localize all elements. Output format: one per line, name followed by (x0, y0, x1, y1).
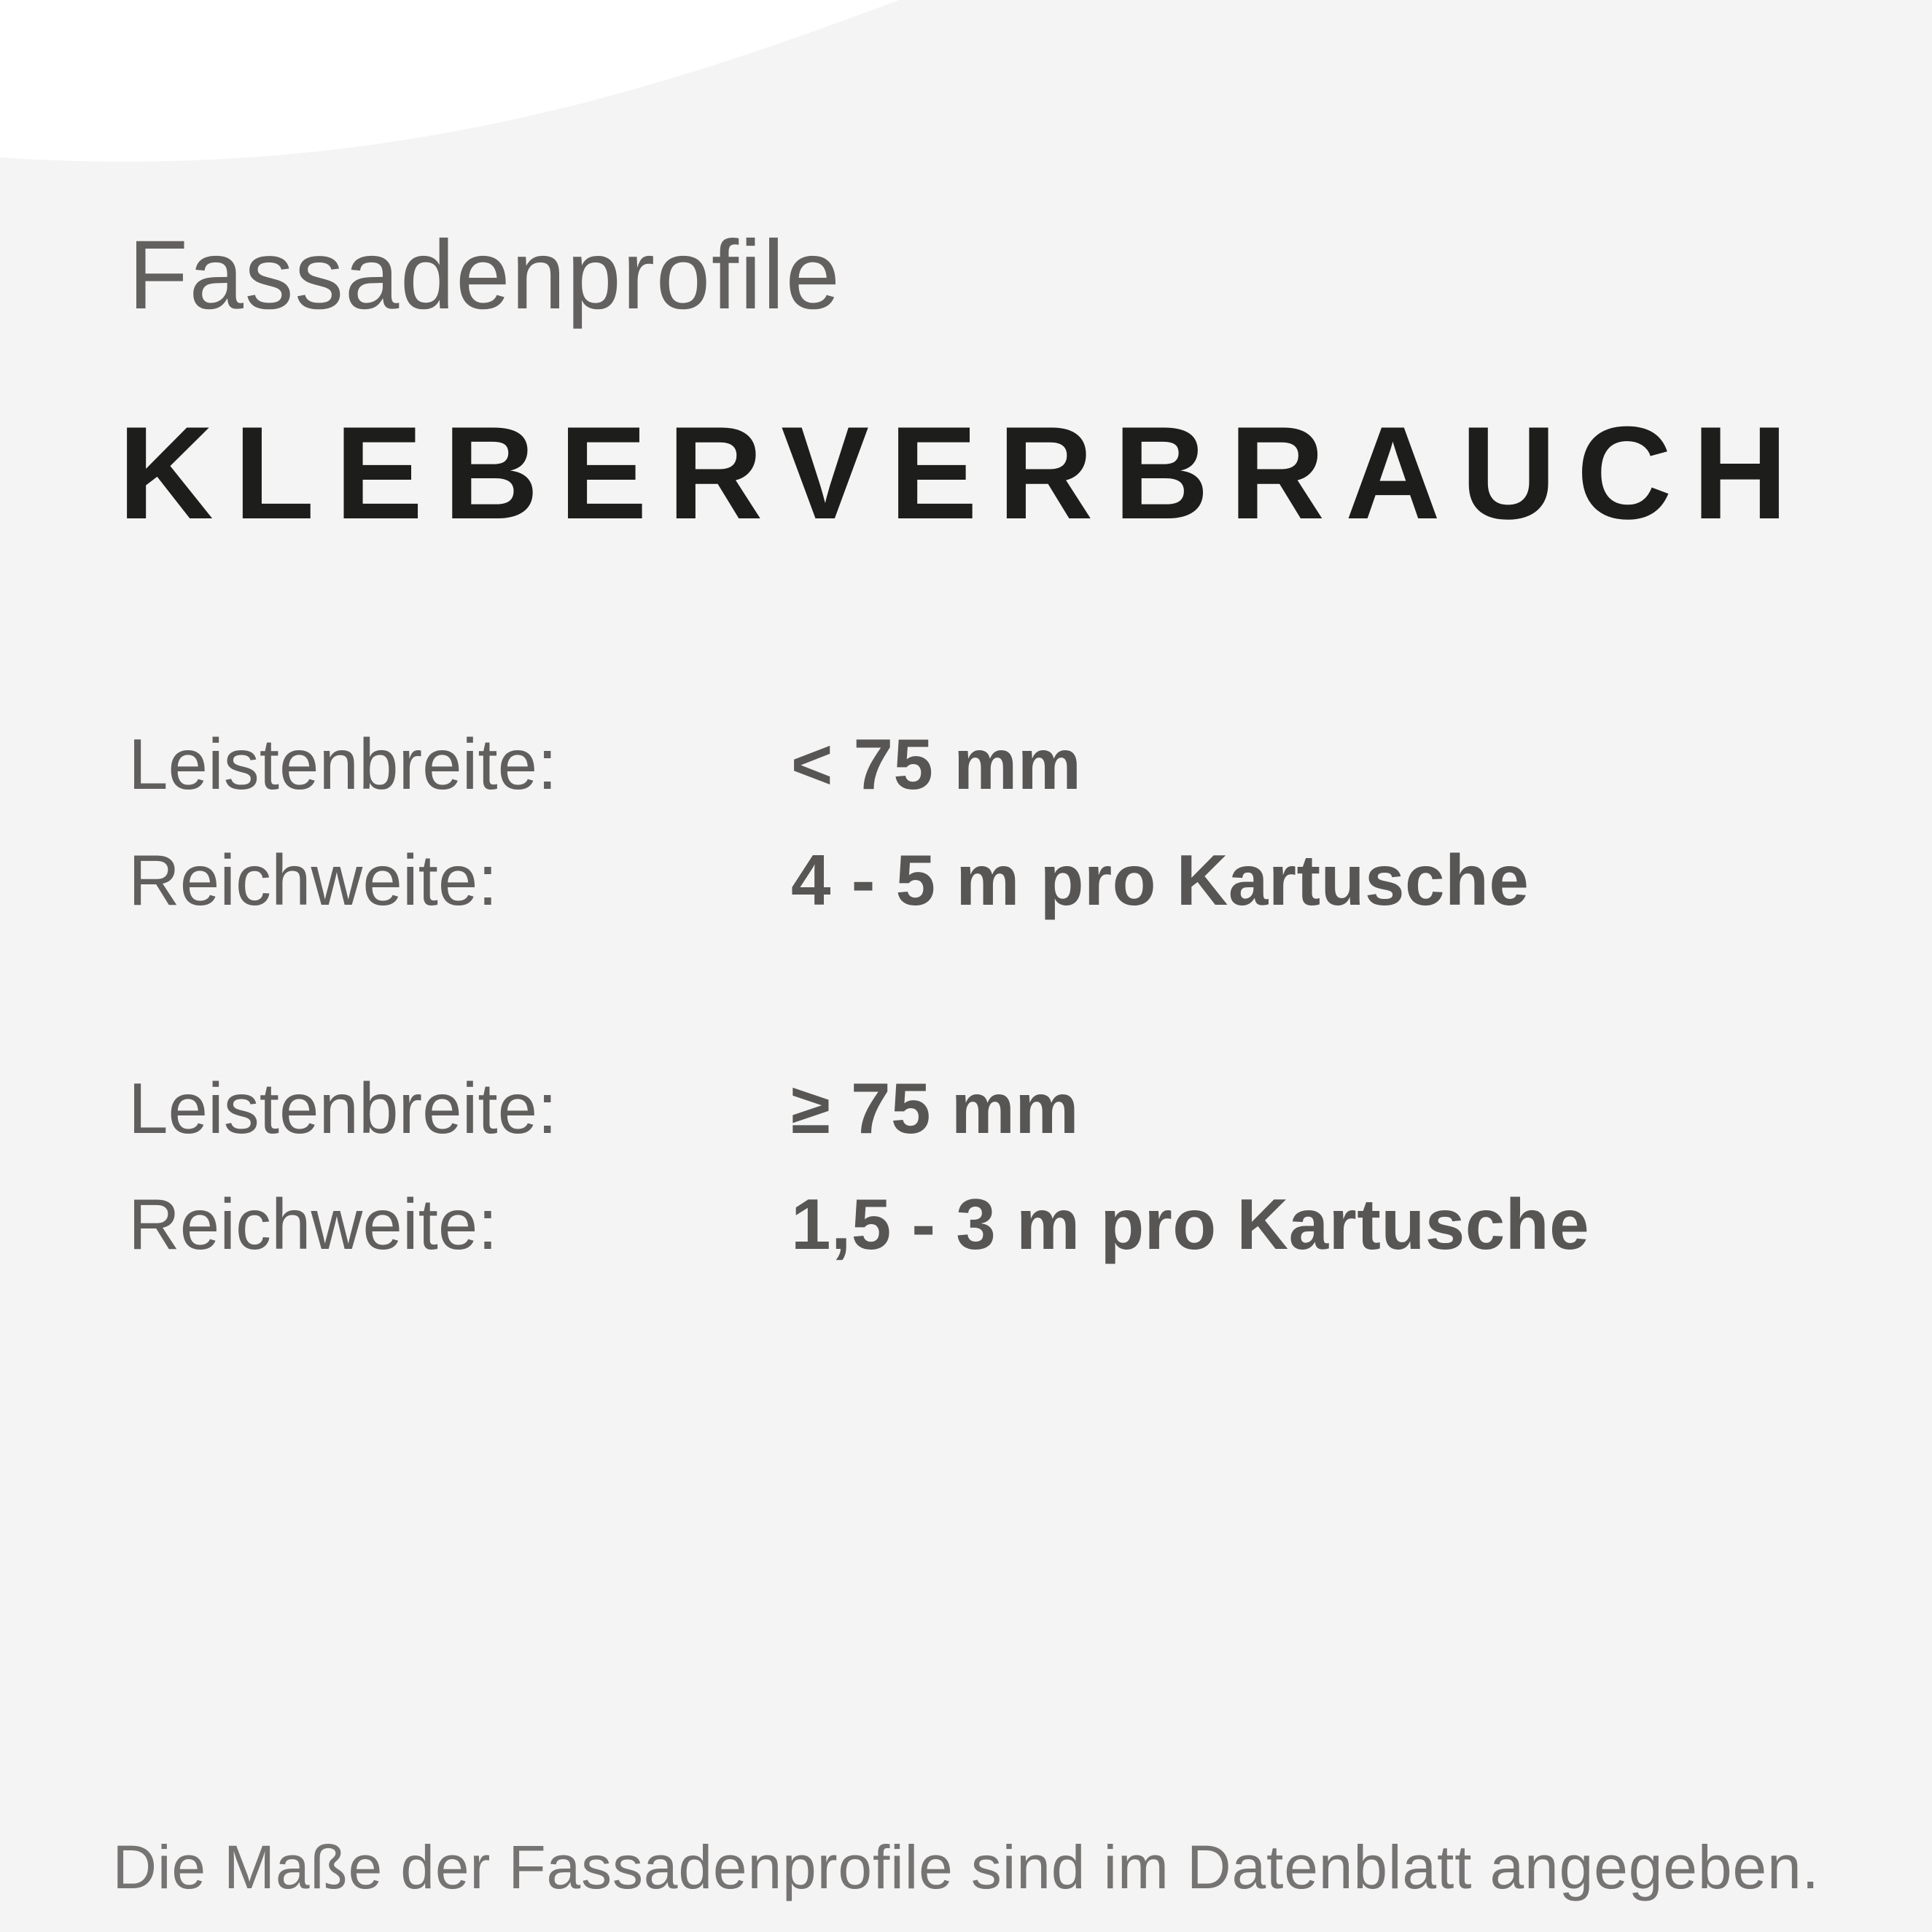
page-subtitle: Fassadenprofile (128, 221, 841, 330)
spec-block-wide-profile (128, 1068, 1805, 1264)
spec-row-strip-width (128, 1068, 1805, 1148)
spec-value-leistenbreite: < 75 mm (791, 724, 1082, 804)
spec-label-reichweite: Reichweite: (128, 840, 498, 920)
spec-label-reichweite: Reichweite: (128, 1184, 498, 1264)
spec-value-reichweite: 4 - 5 m pro Kartusche (791, 840, 1530, 920)
spec-label-leistenbreite: Leistenbreite: (128, 724, 558, 804)
spec-row-coverage (128, 840, 1805, 920)
spec-row-coverage (128, 1184, 1805, 1264)
page-title: KLEBERVERBRAUCH (118, 400, 1809, 547)
spec-block-narrow-profile (128, 724, 1805, 920)
spec-value-leistenbreite: ≥ 75 mm (791, 1068, 1079, 1148)
spec-label-leistenbreite: Leistenbreite: (128, 1068, 558, 1148)
spec-row-strip-width (128, 724, 1805, 804)
top-left-wave-decoration (0, 0, 899, 182)
spec-value-reichweite: 1,5 - 3 m pro Kartusche (791, 1184, 1590, 1264)
footer-note: Die Maße der Fassadenprofile sind im Datenblatt angegeben. (112, 1833, 1820, 1901)
